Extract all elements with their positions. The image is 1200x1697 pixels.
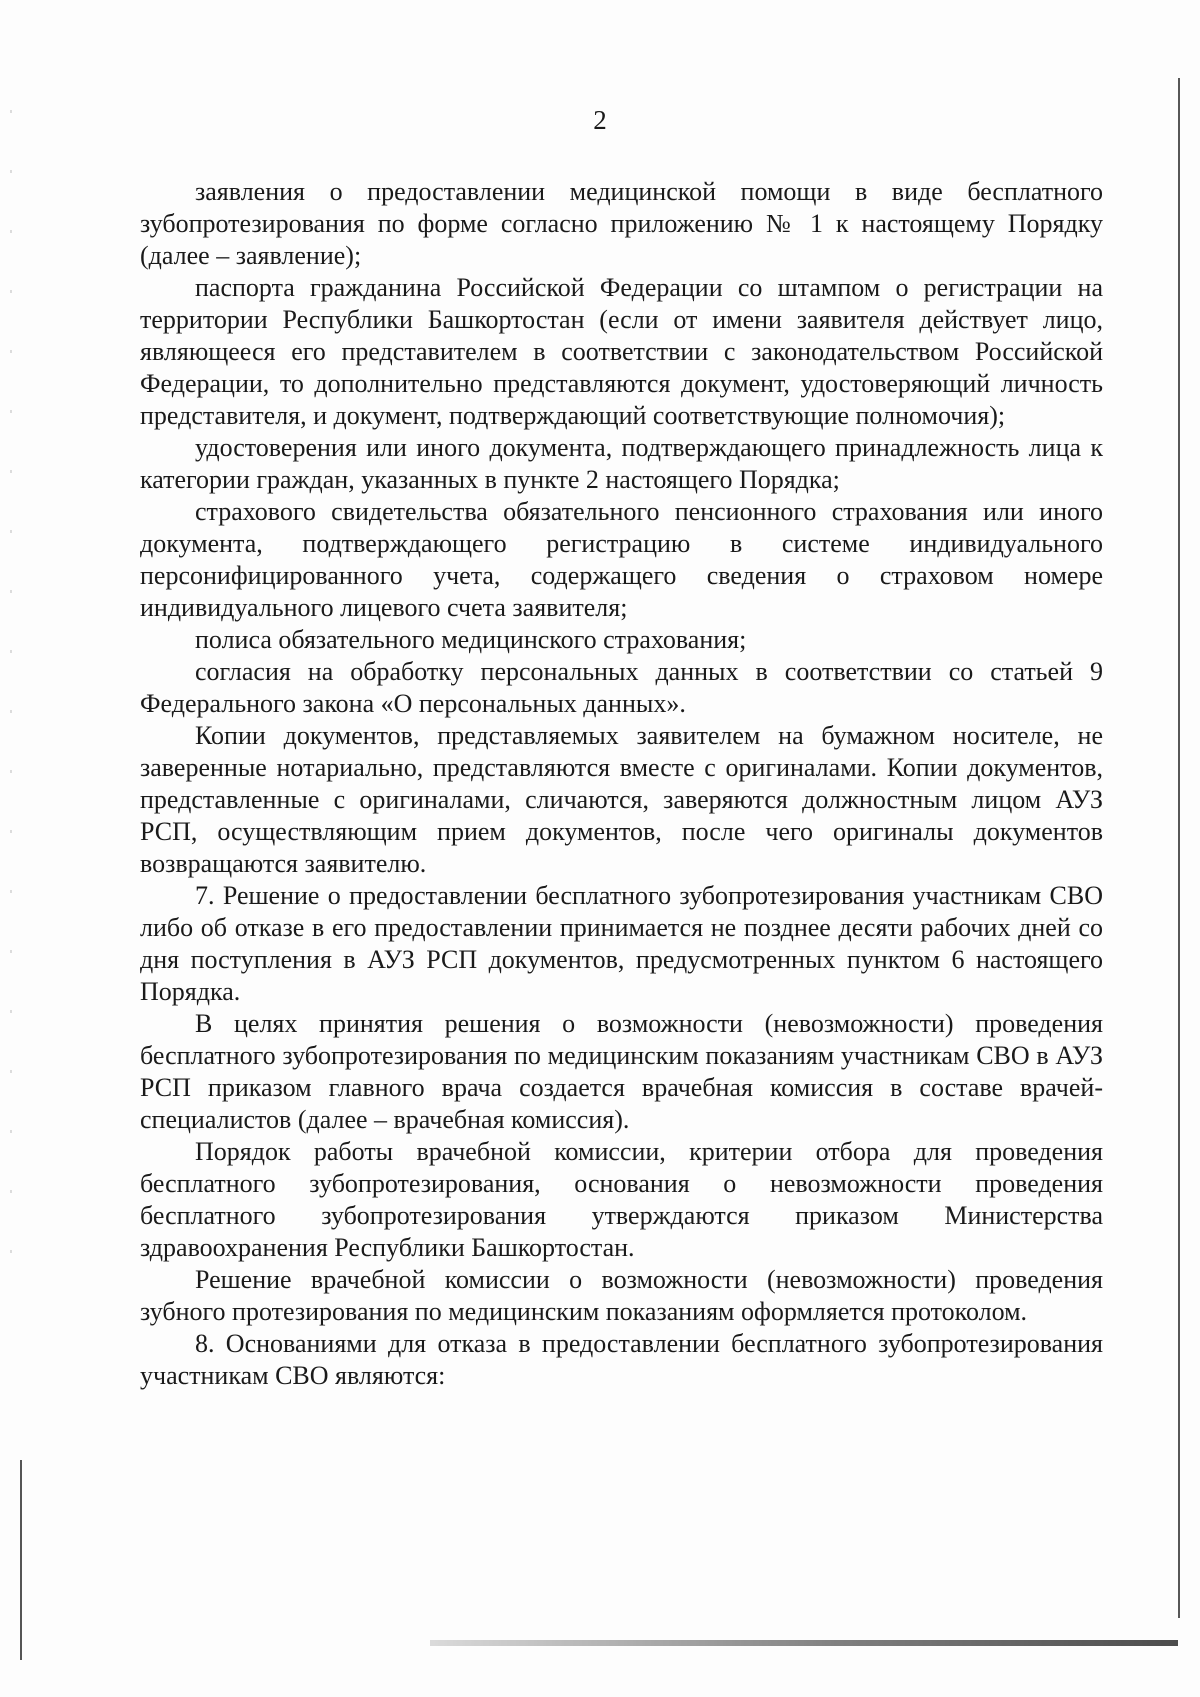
scan-edge-right	[1178, 78, 1180, 1618]
paragraph-passport: паспорта гражданина Российской Федерации со штампом о регистрации на территории Республики Башкортостан (если от имени заявителя действует лицо, являющееся его представителем в соответствии с законодательством Российской Федерации, то дополнительно представляются документ, удостоверяющий личность представителя, и документ, подтверждающий соответствующие полномочия);	[140, 273, 1103, 430]
paragraph-commission-procedure: Порядок работы врачебной комиссии, критерии отбора для проведения бесплатного зубопротезирования, основания о невозможности проведения бесплатного зубопротезирования утверждаются приказом Министерства здравоохранения Республики Башкортостан.	[140, 1137, 1103, 1262]
paragraph-item-8: 8. Основаниями для отказа в предоставлении бесплатного зубопротезирования участникам СВО являются:	[140, 1329, 1103, 1390]
paragraph-medical-policy: полиса обязательного медицинского страхования;	[195, 625, 747, 654]
scan-edge-bottom	[430, 1640, 1178, 1646]
paragraph-pension-insurance: страхового свидетельства обязательного пенсионного страхования или иного документа, подтверждающего регистрацию в системе индивидуального персонифицированного учета, содержащего сведения о страховом номере индивидуального лицевого счета заявителя;	[140, 497, 1103, 622]
paragraph-certificate: удостоверения или иного документа, подтверждающего принадлежность лица к категории граждан, указанных в пункте 2 настоящего Порядка;	[140, 433, 1103, 494]
document-body	[140, 176, 1103, 1392]
paragraph-commission: В целях принятия решения о возможности (невозможности) проведения бесплатного зубопротезирования по медицинским показаниям участникам СВО в АУЗ РСП приказом главного врача создается врачебная комиссия в составе врачей-специалистов (далее – врачебная комиссия).	[140, 1009, 1103, 1134]
scan-artifact-dots	[10, 110, 12, 1310]
paragraph-copies: Копии документов, представляемых заявителем на бумажном носителе, не заверенные нотариально, представляются вместе с оригиналами. Копии документов, представленные с оригиналами, сличаются, заверяются должностным лицом АУЗ РСП, осуществляющим прием документов, после чего оригиналы документов возвращаются заявителю.	[140, 721, 1103, 878]
scan-edge-left	[20, 1460, 22, 1660]
paragraph-item-7: 7. Решение о предоставлении бесплатного зубопротезирования участникам СВО либо об отказе в его предоставлении принимается не позднее десяти рабочих дней со дня поступления в АУЗ РСП документов, предусмотренных пунктом 6 настоящего Порядка.	[140, 881, 1103, 1006]
paragraph-commission-decision: Решение врачебной комиссии о возможности (невозможности) проведения зубного протезирования по медицинским показаниям оформляется протоколом.	[140, 1265, 1103, 1326]
paragraph-application: заявления о предоставлении медицинской помощи в виде бесплатного зубопротезирования по форме согласно приложению № 1 к настоящему Порядку (далее – заявление);	[140, 177, 1103, 270]
paragraph-consent: согласия на обработку персональных данных в соответствии со статьей 9 Федерального закона «О персональных данных».	[140, 657, 1103, 718]
page-number: 2	[593, 105, 607, 135]
